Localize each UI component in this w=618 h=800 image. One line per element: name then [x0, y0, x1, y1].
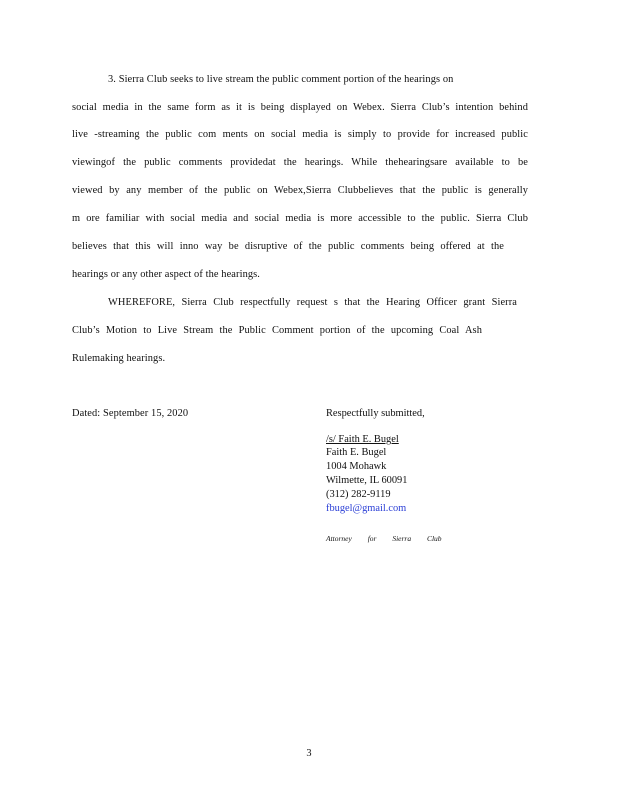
attorney-name: Faith E. Bugel: [326, 447, 387, 458]
paragraph-3-line-8: hearings or any other aspect of the hearings.: [72, 269, 260, 280]
date-line: Dated: September 15, 2020: [72, 408, 189, 419]
paragraph-3-line-5: viewed by any member of the public on Webex,Sierra Clubbelieves that the public is generally: [72, 185, 528, 196]
signature-line: /s/ Faith E. Bugel: [326, 434, 399, 445]
attorney-role: Attorney for Sierra Club: [326, 534, 442, 543]
paragraph-3-line-2: social media in the same form as it is being displayed on Webex. Sierra Club’s intention behind: [72, 102, 528, 113]
phone-number: (312) 282-9119: [326, 489, 391, 500]
paragraph-3-line-4: viewingof the public comments providedat the hearings. While thehearingsare available to be: [72, 157, 528, 168]
paragraph-3-line-3: live -streaming the public com ments on social media is simply to provide for increased public: [72, 129, 528, 140]
paragraph-3-line-7: believes that this will inno way be disruptive of the public comments being offered at the: [72, 241, 504, 252]
closing-line: Respectfully submitted,: [326, 408, 425, 419]
city-state-zip: Wilmette, IL 60091: [326, 475, 408, 486]
wherefore-line-1: WHEREFORE, Sierra Club respectfully request s that the Hearing Officer grant Sierra: [108, 297, 517, 308]
email-link[interactable]: fbugel@gmail.com: [326, 503, 407, 514]
page-number: 3: [306, 748, 312, 759]
wherefore-line-2: Club’s Motion to Live Stream the Public Comment portion of the upcoming Coal Ash: [72, 325, 482, 336]
wherefore-line-3: Rulemaking hearings.: [72, 353, 166, 364]
paragraph-3-line-6: m ore familiar with social media and social media is more accessible to the public. Sierra Club: [72, 213, 528, 224]
paragraph-3-line-1: 3. Sierra Club seeks to live stream the public comment portion of the hearings on: [108, 74, 454, 85]
street-address: 1004 Mohawk: [326, 461, 387, 472]
